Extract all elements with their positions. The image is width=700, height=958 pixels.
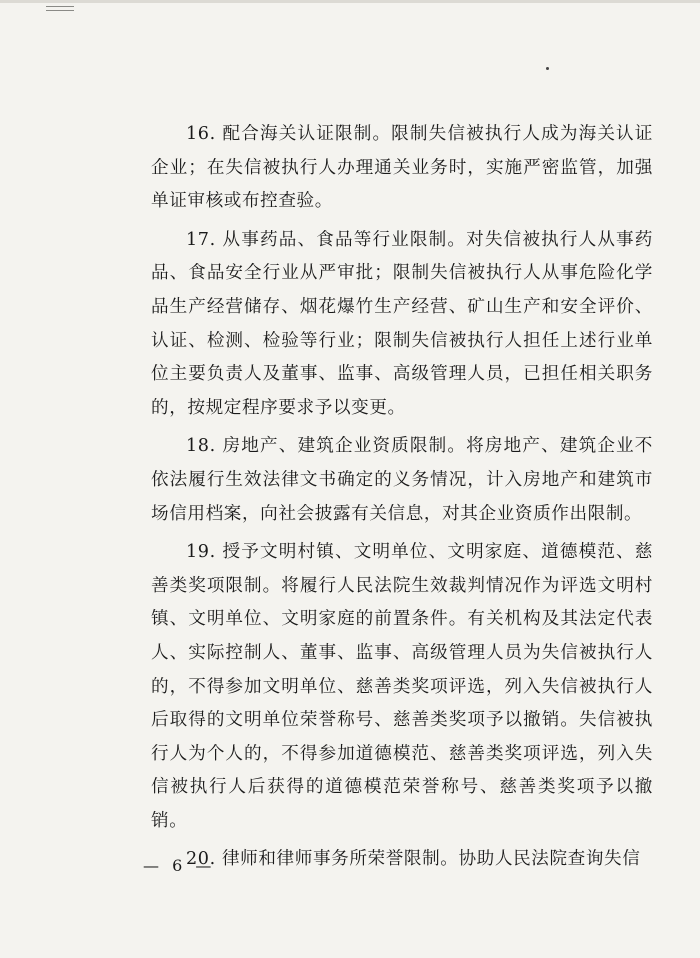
scan-edge — [0, 0, 700, 3]
document-body — [151, 118, 653, 882]
paragraph-16: 16. 配合海关认证限制。限制失信被执行人成为海关认证企业；在失信被执行人办理通关业务时，实施严密监管，加强单证审核或布控查验。 — [151, 124, 653, 212]
page-number: — 6 — — [143, 856, 216, 875]
scan-mark — [46, 6, 74, 7]
scan-speck — [546, 67, 549, 70]
paragraph-18: 18. 房地产、建筑企业资质限制。将房地产、建筑企业不依法履行生效法律文书确定的义务情况，计入房地产和建筑市场信用档案，向社会披露有关信息，对其企业资质作出限制。 — [151, 436, 653, 524]
scan-mark — [46, 10, 74, 11]
paragraph-19: 19. 授予文明村镇、文明单位、文明家庭、道德模范、慈善类奖项限制。将履行人民法院生效裁判情况作为评选文明村镇、文明单位、文明家庭的前置条件。有关机构及其法定代表人、实际控制人、董事、监事、高级管理人员为失信被执行人的，不得参加文明单位、慈善类奖项评选，列入失信被执行人后取得的文明单位荣誉称号、慈善类奖项予以撤销。失信被执行人为个人的，不得参加道德模范、慈善类奖项评选，列入失信被执行人后获得的道德模范荣誉称号、慈善类奖项予以撤销。 — [151, 542, 653, 831]
paragraph-20: 20. 律师和律师事务所荣誉限制。协助人民法院查询失信 — [186, 849, 641, 870]
paragraph-17: 17. 从事药品、食品等行业限制。对失信被执行人从事药品、食品安全行业从严审批；限制失信被执行人从事危险化学品生产经营储存、烟花爆竹生产经营、矿山生产和安全评价、认证、检测、检验等行业；限制失信被执行人担任上述行业单位主要负责人及董事、监事、高级管理人员，已担任相关职务的，按规定程序要求予以变更。 — [151, 229, 653, 418]
